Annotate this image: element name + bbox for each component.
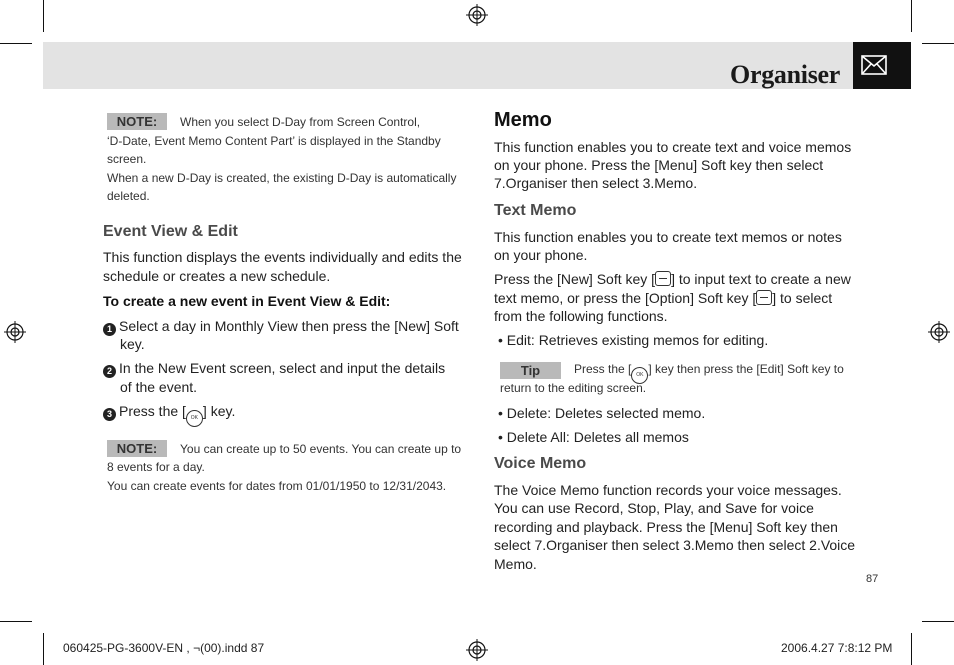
footer-file: 060425-PG-3600V-EN , ¬(00).indd 87	[63, 641, 265, 655]
paragraph: This function displays the events individually and edits the	[103, 249, 462, 265]
paragraph: from the following functions.	[494, 308, 668, 324]
paragraph-text: ] to select	[772, 290, 833, 306]
paragraph: on your phone.	[494, 247, 588, 263]
header-icon-box	[853, 42, 911, 89]
paragraph	[494, 270, 851, 289]
step-number: 2	[103, 365, 116, 378]
step-text: of the event.	[120, 379, 198, 395]
subheading: To create a new event in Event View & Edit:	[103, 293, 391, 309]
note-badge: NOTE:	[107, 113, 167, 130]
note-text: ‘D-Date, Event Memo Content Part’ is displayed in the Standby	[107, 134, 441, 148]
note-text: When a new D-Day is created, the existing D-Day is automatically	[107, 171, 457, 185]
crop-mark	[43, 0, 44, 32]
note-text: 8 events for a day.	[107, 460, 205, 474]
ok-key-icon: OK	[631, 367, 648, 384]
step-number: 3	[103, 408, 116, 421]
registration-mark-icon	[4, 321, 26, 343]
note-text: When you select D-Day from Screen Control,	[180, 115, 421, 129]
soft-key-icon	[756, 290, 772, 305]
paragraph: on your phone. Press the [Menu] Soft key then select	[494, 157, 824, 173]
paragraph: recording and playback. Press the [Menu] Soft key then	[494, 519, 838, 535]
note-badge: NOTE:	[107, 440, 167, 457]
crop-mark	[922, 43, 954, 44]
paragraph: This function enables you to create text and voice memos	[494, 139, 852, 155]
paragraph-text: Press the [New] Soft key [	[494, 271, 656, 287]
paragraph: select 7.Organiser then select 3.Memo then select 2.Voice	[494, 537, 856, 553]
paragraph: You can use Record, Stop, Play, and Save for voice	[494, 500, 814, 516]
crop-mark	[911, 633, 912, 665]
paragraph: 7.Organiser then select 3.Memo.	[494, 175, 698, 191]
section-heading: Text Memo	[494, 202, 577, 219]
registration-mark-icon	[928, 321, 950, 343]
step-text: ] key.	[202, 403, 236, 419]
crop-mark	[911, 0, 912, 32]
tip-badge: Tip	[500, 362, 561, 379]
paragraph: Memo.	[494, 556, 537, 572]
bullet-item: • Edit: Retrieves existing memos for editing.	[498, 332, 769, 348]
crop-mark	[0, 621, 32, 622]
envelope-icon	[861, 55, 887, 75]
section-title: Memo	[494, 109, 552, 131]
section-heading: Voice Memo	[494, 455, 587, 472]
note-text: You can create up to 50 events. You can create up to	[180, 442, 462, 456]
crop-mark	[43, 633, 44, 665]
crop-mark	[0, 43, 32, 44]
page-number: 87	[866, 573, 879, 585]
crop-mark	[922, 621, 954, 622]
step-text: Select a day in Monthly View then press the [New] Soft	[119, 318, 459, 334]
paragraph	[494, 289, 832, 308]
step-number: 1	[103, 323, 116, 336]
tip-text-part: ] key then press the [Edit] Soft key to	[648, 362, 844, 376]
note-text: You can create events for dates from 01/01/1950 to 12/31/2043.	[107, 479, 447, 493]
bullet-item: • Delete All: Deletes all memos	[498, 429, 689, 445]
note-text: deleted.	[107, 189, 150, 203]
paragraph-text: text memo, or press the [Option] Soft key [	[494, 290, 757, 306]
ok-key-icon: OK	[186, 410, 203, 427]
tip-text-part: Press the [	[574, 362, 632, 376]
step-item	[103, 359, 445, 378]
step-text: key.	[120, 336, 145, 352]
registration-mark-icon	[466, 639, 488, 661]
step-item	[103, 317, 459, 336]
footer-date: 2006.4.27 7:8:12 PM	[781, 641, 893, 655]
section-heading: Event View & Edit	[103, 223, 238, 240]
page-title: Organiser	[730, 60, 840, 89]
registration-mark-icon	[466, 4, 488, 26]
soft-key-icon	[655, 271, 671, 286]
paragraph: The Voice Memo function records your voice messages.	[494, 482, 842, 498]
paragraph-text: ] to input text to create a new	[671, 271, 851, 287]
step-text: In the New Event screen, select and input the details	[119, 360, 446, 376]
step-item	[103, 402, 235, 427]
bullet-item: • Delete: Deletes selected memo.	[498, 405, 706, 421]
note-text: screen.	[107, 152, 147, 166]
paragraph: schedule or creates a new schedule.	[103, 268, 331, 284]
step-text: Press the [	[119, 403, 186, 419]
paragraph: This function enables you to create text memos or notes	[494, 229, 842, 245]
tip-text: return to the editing screen.	[500, 381, 647, 395]
